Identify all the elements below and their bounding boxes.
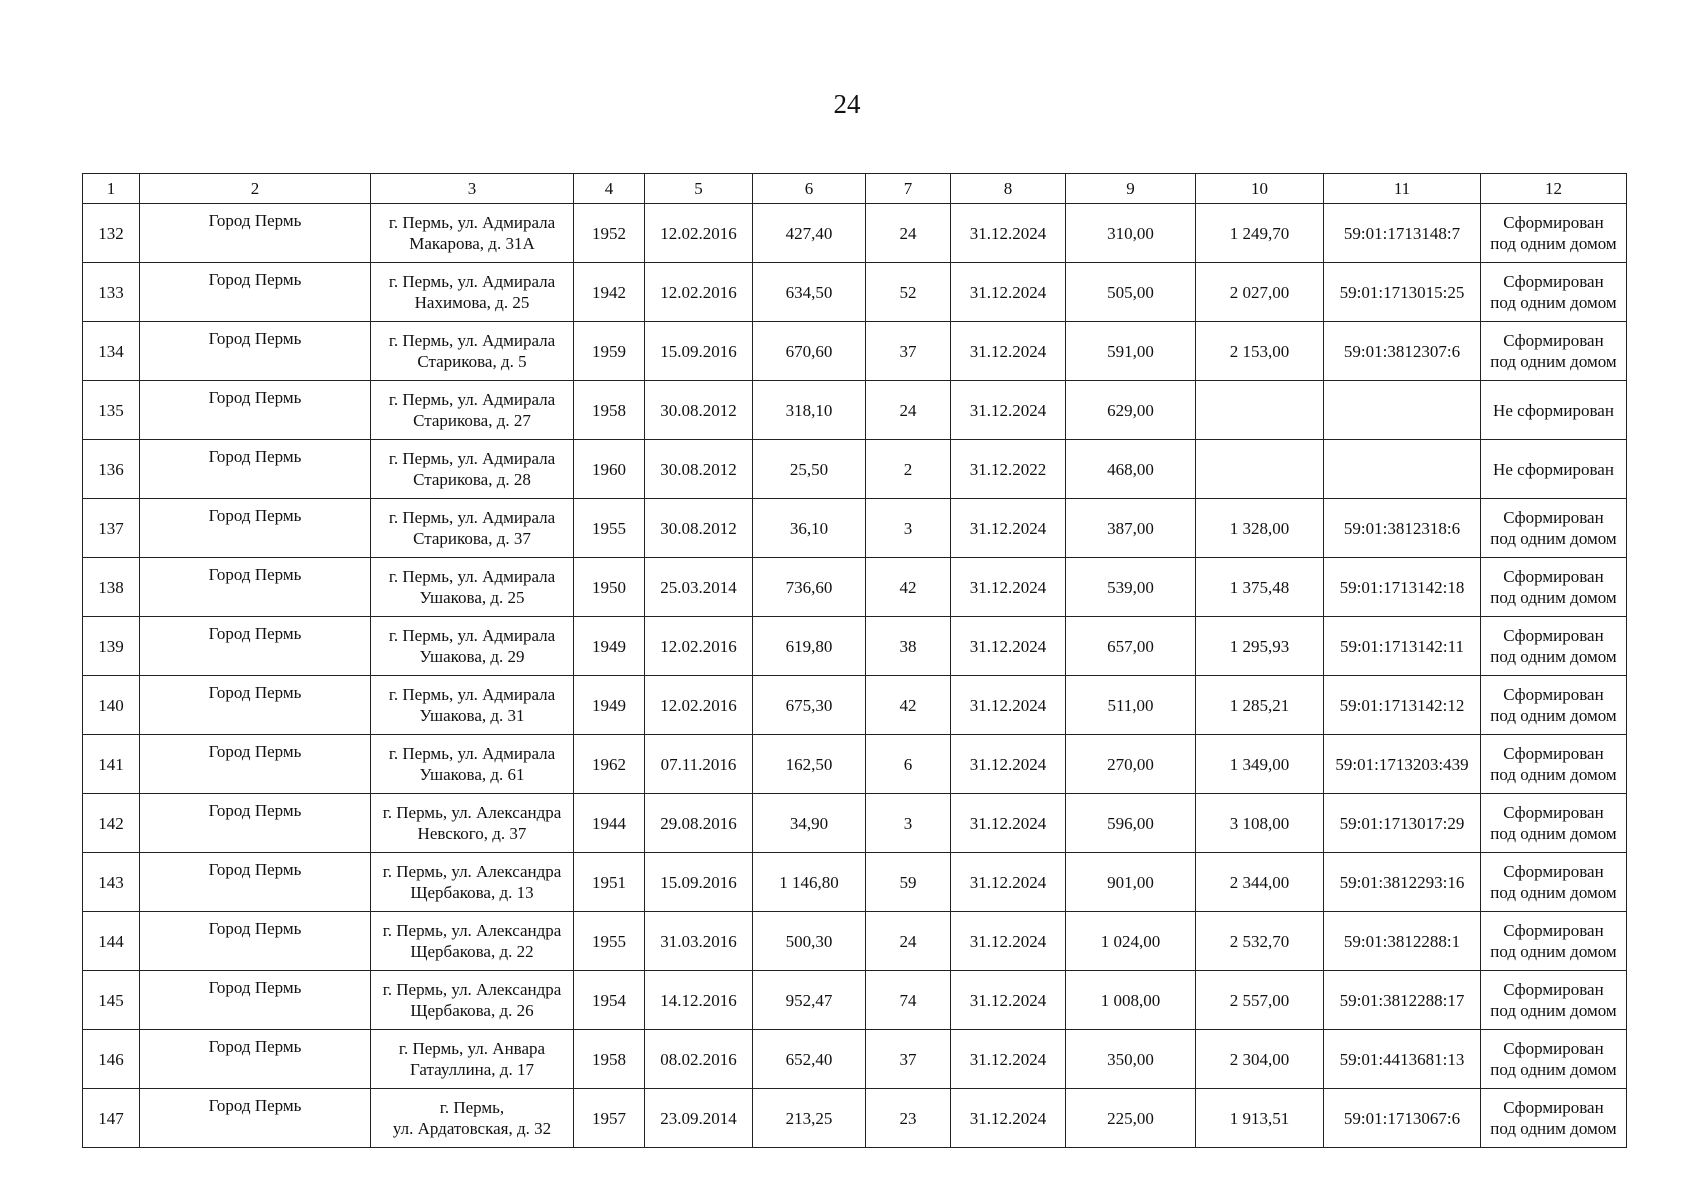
registry-table (82, 173, 1627, 1148)
table-row (83, 204, 1627, 263)
column-header: 9 (1066, 174, 1196, 204)
address-cell: г. Пермь, ул. Адмирала Старикова, д. 5 (371, 322, 574, 381)
count-cell: 3 (866, 794, 951, 853)
municipality-cell: Город Пермь (140, 263, 371, 322)
column-header: 3 (371, 174, 574, 204)
row-number-cell: 133 (83, 263, 140, 322)
table-row (83, 676, 1627, 735)
year-built-cell: 1949 (574, 676, 645, 735)
municipality-cell: Город Пермь (140, 676, 371, 735)
address-cell: г. Пермь, ул. Александра Щербакова, д. 13 (371, 853, 574, 912)
value-cell: 270,00 (1066, 735, 1196, 794)
deadline-date-cell: 31.12.2024 (951, 381, 1066, 440)
column-header: 10 (1196, 174, 1324, 204)
area-cell: 427,40 (753, 204, 866, 263)
table-row (83, 499, 1627, 558)
deadline-date-cell: 31.12.2024 (951, 204, 1066, 263)
status-cell: Сформирован под одним домом (1481, 204, 1627, 263)
status-cell: Сформирован под одним домом (1481, 971, 1627, 1030)
page-number: 24 (833, 89, 861, 119)
area-cell: 500,30 (753, 912, 866, 971)
row-number-cell: 132 (83, 204, 140, 263)
municipality-cell: Город Пермь (140, 204, 371, 263)
status-cell: Сформирован под одним домом (1481, 912, 1627, 971)
value-cell: 350,00 (1066, 1030, 1196, 1089)
cadastral-number-cell: 59:01:1713142:18 (1324, 558, 1481, 617)
value-cell: 539,00 (1066, 558, 1196, 617)
address-cell: г. Пермь, ул. Александра Щербакова, д. 26 (371, 971, 574, 1030)
municipality-cell: Город Пермь (140, 322, 371, 381)
cadastral-number-cell: 59:01:3812318:6 (1324, 499, 1481, 558)
count-cell: 52 (866, 263, 951, 322)
table-row (83, 1089, 1627, 1148)
address-cell: г. Пермь, ул. Адмирала Старикова, д. 28 (371, 440, 574, 499)
land-area-cell: 2 304,00 (1196, 1030, 1324, 1089)
area-cell: 619,80 (753, 617, 866, 676)
area-cell: 318,10 (753, 381, 866, 440)
date-cell: 31.03.2016 (645, 912, 753, 971)
count-cell: 37 (866, 322, 951, 381)
table-row (83, 440, 1627, 499)
date-cell: 23.09.2014 (645, 1089, 753, 1148)
row-number-cell: 138 (83, 558, 140, 617)
address-cell: г. Пермь, ул. Ардатовская, д. 32 (371, 1089, 574, 1148)
area-cell: 1 146,80 (753, 853, 866, 912)
year-built-cell: 1960 (574, 440, 645, 499)
row-number-cell: 134 (83, 322, 140, 381)
cadastral-number-cell: 59:01:4413681:13 (1324, 1030, 1481, 1089)
row-number-cell: 144 (83, 912, 140, 971)
column-header: 8 (951, 174, 1066, 204)
year-built-cell: 1962 (574, 735, 645, 794)
address-cell: г. Пермь, ул. Анвара Гатауллина, д. 17 (371, 1030, 574, 1089)
value-cell: 310,00 (1066, 204, 1196, 263)
column-header: 4 (574, 174, 645, 204)
cadastral-number-cell: 59:01:1713017:29 (1324, 794, 1481, 853)
deadline-date-cell: 31.12.2024 (951, 735, 1066, 794)
year-built-cell: 1958 (574, 381, 645, 440)
row-number-cell: 146 (83, 1030, 140, 1089)
value-cell: 591,00 (1066, 322, 1196, 381)
municipality-cell: Город Пермь (140, 853, 371, 912)
column-header: 5 (645, 174, 753, 204)
cadastral-number-cell: 59:01:1713148:7 (1324, 204, 1481, 263)
land-area-cell: 1 375,48 (1196, 558, 1324, 617)
row-number-cell: 142 (83, 794, 140, 853)
row-number-cell: 140 (83, 676, 140, 735)
status-cell: Сформирован под одним домом (1481, 322, 1627, 381)
year-built-cell: 1958 (574, 1030, 645, 1089)
year-built-cell: 1954 (574, 971, 645, 1030)
date-cell: 30.08.2012 (645, 440, 753, 499)
deadline-date-cell: 31.12.2024 (951, 558, 1066, 617)
land-area-cell (1196, 440, 1324, 499)
year-built-cell: 1950 (574, 558, 645, 617)
value-cell: 1 008,00 (1066, 971, 1196, 1030)
status-cell: Сформирован под одним домом (1481, 263, 1627, 322)
land-area-cell: 1 285,21 (1196, 676, 1324, 735)
address-cell: г. Пермь, ул. Адмирала Ушакова, д. 25 (371, 558, 574, 617)
column-header: 12 (1481, 174, 1627, 204)
table-row (83, 912, 1627, 971)
land-area-cell: 2 532,70 (1196, 912, 1324, 971)
municipality-cell: Город Пермь (140, 617, 371, 676)
area-cell: 736,60 (753, 558, 866, 617)
year-built-cell: 1955 (574, 499, 645, 558)
table-row (83, 263, 1627, 322)
land-area-cell: 2 557,00 (1196, 971, 1324, 1030)
year-built-cell: 1951 (574, 853, 645, 912)
row-number-cell: 145 (83, 971, 140, 1030)
area-cell: 634,50 (753, 263, 866, 322)
year-built-cell: 1952 (574, 204, 645, 263)
year-built-cell: 1942 (574, 263, 645, 322)
address-cell: г. Пермь, ул. Александра Щербакова, д. 22 (371, 912, 574, 971)
land-area-cell: 2 344,00 (1196, 853, 1324, 912)
deadline-date-cell: 31.12.2024 (951, 912, 1066, 971)
area-cell: 675,30 (753, 676, 866, 735)
year-built-cell: 1959 (574, 322, 645, 381)
deadline-date-cell: 31.12.2024 (951, 263, 1066, 322)
date-cell: 25.03.2014 (645, 558, 753, 617)
date-cell: 15.09.2016 (645, 853, 753, 912)
land-area-cell: 1 328,00 (1196, 499, 1324, 558)
date-cell: 12.02.2016 (645, 263, 753, 322)
row-number-cell: 135 (83, 381, 140, 440)
column-header: 2 (140, 174, 371, 204)
count-cell: 2 (866, 440, 951, 499)
status-cell: Не сформирован (1481, 440, 1627, 499)
address-cell: г. Пермь, ул. Адмирала Старикова, д. 27 (371, 381, 574, 440)
year-built-cell: 1957 (574, 1089, 645, 1148)
status-cell: Сформирован под одним домом (1481, 794, 1627, 853)
area-cell: 36,10 (753, 499, 866, 558)
column-header: 1 (83, 174, 140, 204)
count-cell: 24 (866, 204, 951, 263)
address-cell: г. Пермь, ул. Адмирала Макарова, д. 31А (371, 204, 574, 263)
status-cell: Не сформирован (1481, 381, 1627, 440)
status-cell: Сформирован под одним домом (1481, 617, 1627, 676)
cadastral-number-cell: 59:01:3812288:17 (1324, 971, 1481, 1030)
cadastral-number-cell: 59:01:3812288:1 (1324, 912, 1481, 971)
deadline-date-cell: 31.12.2024 (951, 794, 1066, 853)
row-number-cell: 141 (83, 735, 140, 794)
land-area-cell: 1 295,93 (1196, 617, 1324, 676)
date-cell: 14.12.2016 (645, 971, 753, 1030)
land-area-cell: 2 027,00 (1196, 263, 1324, 322)
row-number-cell: 143 (83, 853, 140, 912)
value-cell: 657,00 (1066, 617, 1196, 676)
cadastral-number-cell: 59:01:1713203:439 (1324, 735, 1481, 794)
date-cell: 08.02.2016 (645, 1030, 753, 1089)
area-cell: 162,50 (753, 735, 866, 794)
municipality-cell: Город Пермь (140, 794, 371, 853)
count-cell: 24 (866, 381, 951, 440)
deadline-date-cell: 31.12.2024 (951, 322, 1066, 381)
date-cell: 12.02.2016 (645, 617, 753, 676)
deadline-date-cell: 31.12.2024 (951, 1030, 1066, 1089)
address-cell: г. Пермь, ул. Адмирала Ушакова, д. 31 (371, 676, 574, 735)
municipality-cell: Город Пермь (140, 1030, 371, 1089)
status-cell: Сформирован под одним домом (1481, 1089, 1627, 1148)
status-cell: Сформирован под одним домом (1481, 676, 1627, 735)
area-cell: 952,47 (753, 971, 866, 1030)
municipality-cell: Город Пермь (140, 912, 371, 971)
cadastral-number-cell: 59:01:1713142:12 (1324, 676, 1481, 735)
header-row (83, 174, 1627, 204)
municipality-cell: Город Пермь (140, 558, 371, 617)
status-cell: Сформирован под одним домом (1481, 499, 1627, 558)
value-cell: 1 024,00 (1066, 912, 1196, 971)
year-built-cell: 1944 (574, 794, 645, 853)
row-number-cell: 139 (83, 617, 140, 676)
status-cell: Сформирован под одним домом (1481, 1030, 1627, 1089)
value-cell: 225,00 (1066, 1089, 1196, 1148)
year-built-cell: 1955 (574, 912, 645, 971)
deadline-date-cell: 31.12.2024 (951, 971, 1066, 1030)
year-built-cell: 1949 (574, 617, 645, 676)
status-cell: Сформирован под одним домом (1481, 558, 1627, 617)
count-cell: 37 (866, 1030, 951, 1089)
table-row (83, 794, 1627, 853)
land-area-cell: 1 349,00 (1196, 735, 1324, 794)
municipality-cell: Город Пермь (140, 971, 371, 1030)
table-row (83, 1030, 1627, 1089)
address-cell: г. Пермь, ул. Адмирала Старикова, д. 37 (371, 499, 574, 558)
deadline-date-cell: 31.12.2024 (951, 853, 1066, 912)
status-cell: Сформирован под одним домом (1481, 853, 1627, 912)
value-cell: 901,00 (1066, 853, 1196, 912)
land-area-cell: 1 249,70 (1196, 204, 1324, 263)
count-cell: 42 (866, 676, 951, 735)
deadline-date-cell: 31.12.2024 (951, 499, 1066, 558)
address-cell: г. Пермь, ул. Адмирала Ушакова, д. 29 (371, 617, 574, 676)
deadline-date-cell: 31.12.2024 (951, 676, 1066, 735)
row-number-cell: 137 (83, 499, 140, 558)
land-area-cell: 2 153,00 (1196, 322, 1324, 381)
cadastral-number-cell: 59:01:1713142:11 (1324, 617, 1481, 676)
row-number-cell: 147 (83, 1089, 140, 1148)
cadastral-number-cell: 59:01:3812293:16 (1324, 853, 1481, 912)
column-header: 6 (753, 174, 866, 204)
date-cell: 30.08.2012 (645, 499, 753, 558)
deadline-date-cell: 31.12.2024 (951, 617, 1066, 676)
deadline-date-cell: 31.12.2022 (951, 440, 1066, 499)
table-row (83, 558, 1627, 617)
address-cell: г. Пермь, ул. Адмирала Нахимова, д. 25 (371, 263, 574, 322)
table-row (83, 617, 1627, 676)
area-cell: 670,60 (753, 322, 866, 381)
table-row (83, 322, 1627, 381)
count-cell: 23 (866, 1089, 951, 1148)
value-cell: 468,00 (1066, 440, 1196, 499)
count-cell: 74 (866, 971, 951, 1030)
area-cell: 25,50 (753, 440, 866, 499)
value-cell: 387,00 (1066, 499, 1196, 558)
land-area-cell: 3 108,00 (1196, 794, 1324, 853)
municipality-cell: Город Пермь (140, 440, 371, 499)
date-cell: 07.11.2016 (645, 735, 753, 794)
land-area-cell (1196, 381, 1324, 440)
area-cell: 34,90 (753, 794, 866, 853)
area-cell: 213,25 (753, 1089, 866, 1148)
municipality-cell: Город Пермь (140, 381, 371, 440)
deadline-date-cell: 31.12.2024 (951, 1089, 1066, 1148)
count-cell: 24 (866, 912, 951, 971)
land-area-cell: 1 913,51 (1196, 1089, 1324, 1148)
cadastral-number-cell: 59:01:3812307:6 (1324, 322, 1481, 381)
cadastral-number-cell: 59:01:1713067:6 (1324, 1089, 1481, 1148)
table-row (83, 381, 1627, 440)
table-body (83, 204, 1627, 1148)
count-cell: 59 (866, 853, 951, 912)
row-number-cell: 136 (83, 440, 140, 499)
date-cell: 12.02.2016 (645, 676, 753, 735)
cadastral-number-cell: 59:01:1713015:25 (1324, 263, 1481, 322)
table-row (83, 735, 1627, 794)
cadastral-number-cell (1324, 381, 1481, 440)
value-cell: 629,00 (1066, 381, 1196, 440)
value-cell: 511,00 (1066, 676, 1196, 735)
count-cell: 38 (866, 617, 951, 676)
municipality-cell: Город Пермь (140, 1089, 371, 1148)
table-row (83, 853, 1627, 912)
value-cell: 505,00 (1066, 263, 1196, 322)
area-cell: 652,40 (753, 1030, 866, 1089)
address-cell: г. Пермь, ул. Адмирала Ушакова, д. 61 (371, 735, 574, 794)
municipality-cell: Город Пермь (140, 735, 371, 794)
cadastral-number-cell (1324, 440, 1481, 499)
count-cell: 6 (866, 735, 951, 794)
column-header: 7 (866, 174, 951, 204)
count-cell: 42 (866, 558, 951, 617)
count-cell: 3 (866, 499, 951, 558)
address-cell: г. Пермь, ул. Александра Невского, д. 37 (371, 794, 574, 853)
municipality-cell: Город Пермь (140, 499, 371, 558)
value-cell: 596,00 (1066, 794, 1196, 853)
date-cell: 30.08.2012 (645, 381, 753, 440)
date-cell: 12.02.2016 (645, 204, 753, 263)
date-cell: 15.09.2016 (645, 322, 753, 381)
date-cell: 29.08.2016 (645, 794, 753, 853)
column-header: 11 (1324, 174, 1481, 204)
status-cell: Сформирован под одним домом (1481, 735, 1627, 794)
table-row (83, 971, 1627, 1030)
